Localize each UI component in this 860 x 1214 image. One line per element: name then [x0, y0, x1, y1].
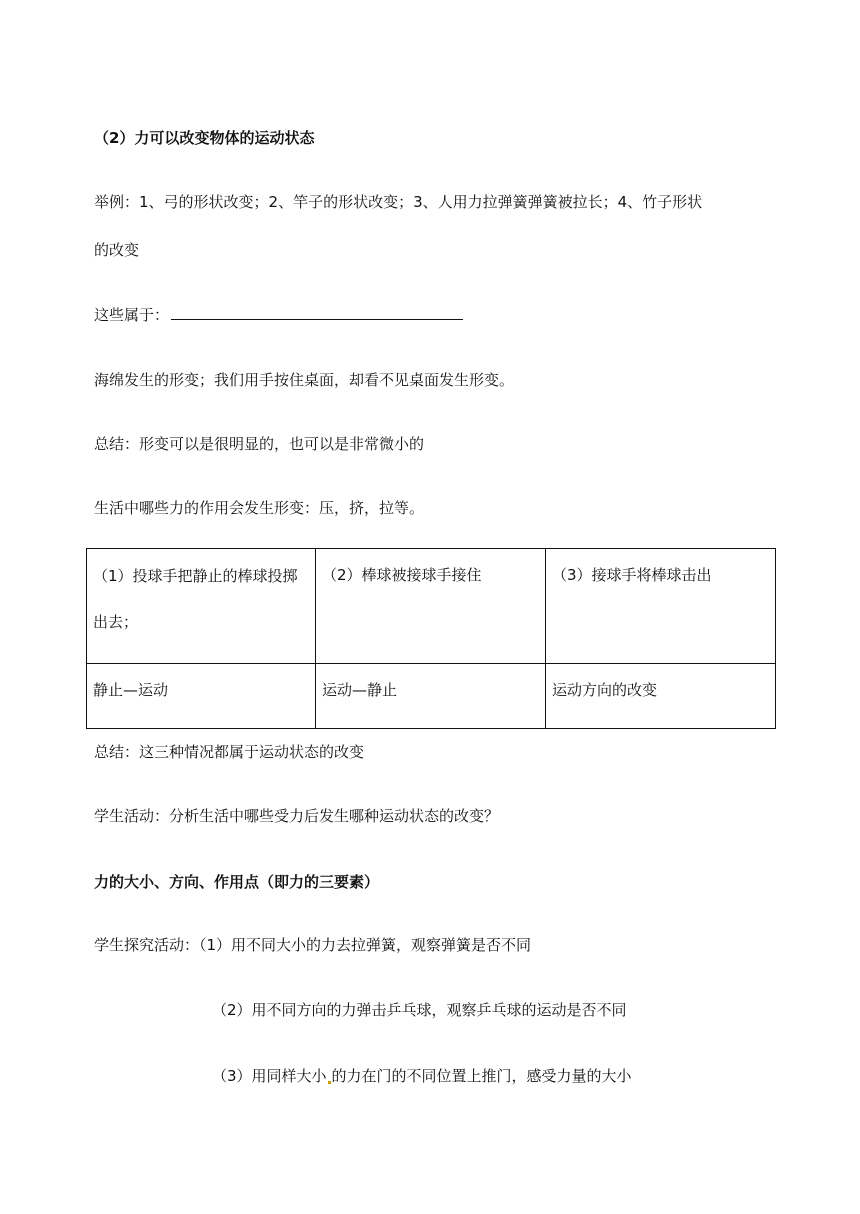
section-heading-motion-state: （2）力可以改变物体的运动状态: [94, 129, 315, 147]
answer-blank[interactable]: [171, 305, 463, 320]
cell-hit: （3）接球手将棒球击出: [552, 566, 712, 584]
table-cell: [316, 664, 546, 729]
table-cell: [546, 549, 776, 664]
cell-motion-to-rest: 运动—静止: [322, 681, 398, 699]
cell-direction-change: 运动方向的改变: [552, 681, 658, 699]
explore-activity-3: [212, 1066, 632, 1086]
explore-activity-2: （2）用不同方向的力弹击乒乓球，观察乒乓球的运动是否不同: [212, 1001, 627, 1019]
explore-activity-3-part-b: 的力在门的不同位置上推门，感受力量的大小: [331, 1067, 632, 1085]
table-cell: [546, 664, 776, 729]
cell-catch: （2）棒球被接球手接住: [322, 566, 482, 584]
mark-dot: [328, 1081, 331, 1084]
summary-motion-state: 总结：这三种情况都属于运动状态的改变: [94, 743, 365, 761]
table-row: [87, 664, 776, 729]
cell-pitch: [93, 549, 311, 645]
explore-activity-1: 学生探究活动：（1）用不同大小的力去拉弹簧，观察弹簧是否不同: [94, 936, 532, 954]
examples-line-1: 举例：1、弓的形状改变；2、竿子的形状改变；3、人用力拉弹簧弹簧被拉长；4、竹子形状: [94, 193, 703, 211]
motion-state-table: [86, 548, 776, 729]
cell-rest-to-motion: 静止—运动: [93, 681, 169, 699]
table-row: [87, 549, 776, 664]
belongs-question: [94, 305, 463, 325]
table-cell: [316, 549, 546, 664]
section-heading-three-elements: 力的大小、方向、作用点（即力的三要素）: [94, 873, 380, 891]
belongs-label: 这些属于：: [94, 306, 170, 324]
life-forces-text: 生活中哪些力的作用会发生形变：压，挤，拉等。: [94, 499, 425, 517]
explore-activity-3-part-a: （3）用同样大小: [212, 1067, 327, 1085]
examples-line-2: 的改变: [94, 241, 140, 259]
table-cell: [87, 549, 316, 664]
table-cell: [87, 664, 316, 729]
summary-deformation: 总结：形变可以是很明显的，也可以是非常微小的: [94, 435, 425, 453]
student-activity-question: 学生活动：分析生活中哪些受力后发生哪种运动状态的改变？: [94, 807, 500, 825]
sponge-deformation-text: 海绵发生的形变；我们用手按住桌面，却看不见桌面发生形变。: [94, 371, 515, 389]
cell-pitch-text: （1）投球手把静止的棒球投掷出去；: [93, 567, 298, 631]
